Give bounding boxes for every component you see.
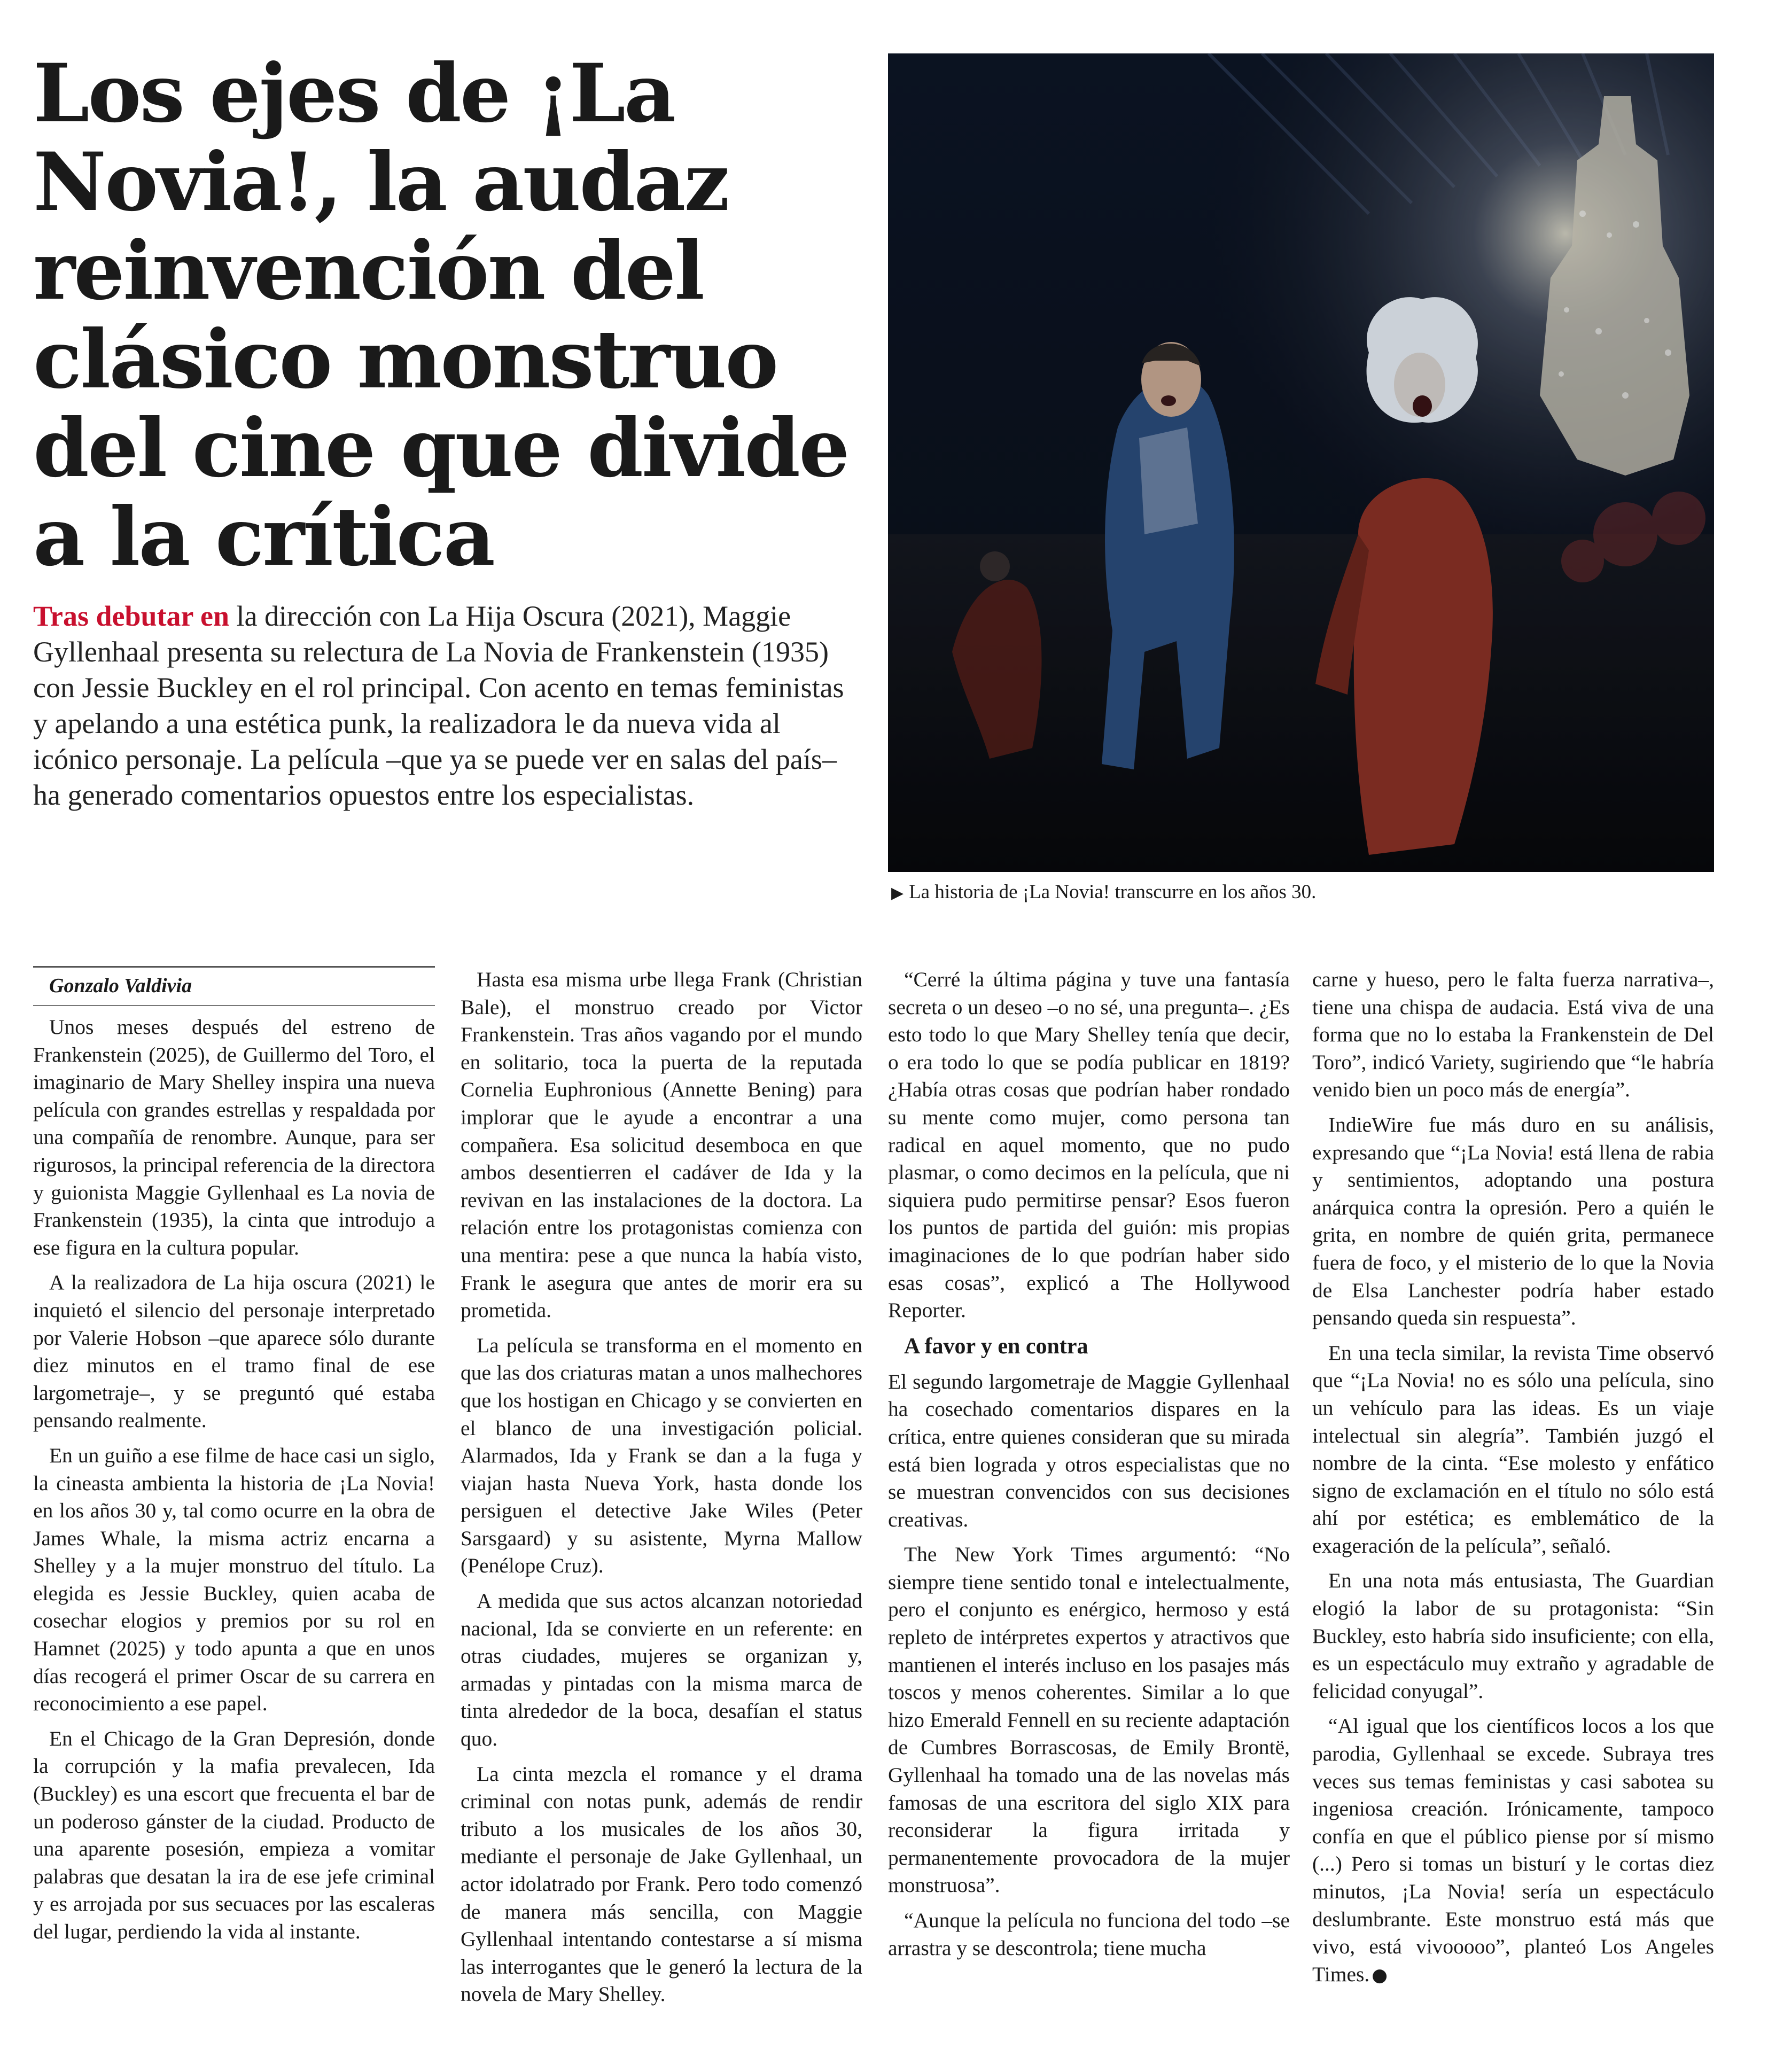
body-paragraph: The New York Times argumentó: “No siempre tiene sentido tonal e intelectualmente, pero el conjunto es enérgico, hermoso y está repleto de intérpretes expertos y atractivos que mantienen el interés incluso en los pasajes más toscos y menos coherentes. Similar a lo que hizo Emerald Fennell en su reciente adaptación de Cumbres Borrascosas, de Emily Brontë, Gyllenhaal ha tomado una de las novelas más famosas de una escritora del siglo XIX para reconsiderar la figura irritada y permanentemente provocadora de la mujer monstruosa”. — [888, 1543, 1290, 1897]
film-still-photo — [888, 53, 1714, 872]
caption-text: La historia de ¡La Novia! transcurre en los años 30. — [909, 881, 1317, 903]
lede-text: la dirección con La Hija Oscura (2021), Maggie Gyllenhaal presenta su relectura de La Novia de Frankenstein (1935) con Jessie Buckley en el rol principal. Con acento en temas feministas y apelando a una estética punk, la realizadora le da nueva vida al icónico personaje. La película –que ya se puede ver en salas del país– ha generado comentarios opuestos entre los especialistas. — [33, 600, 844, 811]
column-4 — [1312, 966, 1714, 1997]
body-paragraph: “Cerré la última página y tuve una fantasía secreta o un deseo –o no sé, una pregunta–. ¿Es esto todo lo que Mary Shelley tenía que decir, o era todo lo que se podía publicar en 1819? ¿Había otras cosas que podrían haber rondado su mente como mujer, como persona tan radical en aquel momento, que no pudo plasmar, o como decimos en la película, que ni siquiera pudo permitirse pensar? Esos fueron los puntos de partida del guión: mis propias imaginaciones de lo que podrían haber sido esas cosas”, explicó a The Hollywood Reporter. — [888, 968, 1290, 1322]
end-mark-icon: ● — [1372, 1964, 1388, 1986]
body-paragraph: carne y hueso, pero le falta fuerza narrativa–, tiene una chispa de audacia. Está viva de una forma que no lo estaba la Frankenstein de Del Toro”, indicó Variety, sugiriendo que “le habría venido bien un poco más de energía”. — [1312, 968, 1714, 1102]
body-paragraph: En el Chicago de la Gran Depresión, donde la corrupción y la mafia prevalecen, Ida (Buckley) es una escort que frecuenta el bar de un poderoso gánster de la ciudad. Producto de una aparente posesión, empieza a vomitar palabras que desatan la ira de ese jefe criminal y es arrojada por sus secuaces por las escaleras del lugar, perdiendo la vida al instante. — [33, 1726, 435, 1943]
column-2-body — [461, 966, 862, 2008]
body-paragraph: En un guiño a ese filme de hace casi un siglo, la cineasta ambienta la historia de ¡La Novia! en los años 30 y, tal como ocurre en la obra de James Whale, la misma actriz encarna a Shelley y a la mujer monstruo del título. La elegida es Jessie Buckley, quien acaba de cosechar elogios y premios por su rol en Hamnet (2025) y todo apunta a que en unos días recogerá el primer Oscar de su carrera en reconocimiento a ese papel. — [33, 1443, 435, 1716]
body-paragraph: “Al igual que los científicos locos a los que parodia, Gyllenhaal se excede. Subraya tres veces sus temas feministas y casi sabotea su ingeniosa creación. Irónicamente, tampoco confía en que el público piense por sí mismo (...) Pero si tomas un bisturí y le cortas diez minutos, ¡La Novia! sería un espectáculo deslumbrante. Este monstruo está más que vivo, está vivooooo”, planteó Los Angeles Times. ● — [1312, 1714, 1714, 1986]
body-paragraph: A medida que sus actos alcanzan notoriedad nacional, Ida se convierte en un referente: en otras ciudades, mujeres se organizan y, armadas y pintadas con la misma marca de tinta alrededor de la boca, desafían el status quo. — [461, 1589, 862, 1751]
body-paragraph: Unos meses después del estreno de Frankenstein (2025), de Guillermo del Toro, el imaginario de Mary Shelley inspira una nueva película con grandes estrellas y respaldada por una compañía de renombre. Aunque, para ser rigurosos, la principal referencia de la directora y guionista Maggie Gyllenhaal es La novia de Frankenstein (1935), la cinta que introdujo a ese figura en la cultura popular. — [33, 1015, 435, 1259]
section-subhead: A favor y en contra — [904, 1334, 1088, 1359]
byline: Gonzalo Valdivia — [33, 973, 435, 1006]
column-3-body-bottom — [888, 1368, 1290, 1962]
body-paragraph: “Aunque la película no funciona del todo –se arrastra y se descontrola; tiene mucha — [888, 1909, 1290, 1960]
body-paragraph: En una nota más entusiasta, The Guardian elogió la labor de su protagonista: “Sin Buckley, esto habría sido insuficiente; con ella, es un espectáculo muy extraño y agradable de felicidad conyugal”. — [1312, 1569, 1714, 1703]
photo-caption — [891, 880, 1714, 906]
body-paragraph: La película se transforma en el momento en que las dos criaturas matan a unos malhechores que los hostigan en Chicago y se convierten en el blanco de una investigación policial. Alarmados, Ida y Frank se dan a la fuga y viajan hasta Nueva York, hasta donde los persiguen el detective Jake Wiles (Peter Sarsgaard) y su asistente, Myrna Mallow (Penélope Cruz). — [461, 1333, 862, 1578]
headline: Los ejes de ¡La Novia!, la audaz reinvención del clásico monstruo del cine que divide a la crítica — [33, 46, 848, 584]
byline-rule — [33, 966, 435, 968]
lede — [33, 598, 856, 813]
lede-kicker: Tras debutar en — [33, 600, 230, 632]
column-4-body — [1312, 966, 1714, 1989]
column-1 — [33, 966, 435, 1953]
triangle-arrow-icon: ▶ — [891, 884, 904, 902]
body-paragraph: En una tecla similar, la revista Time observó que “¡La Novia! no es sólo una película, sino un vehículo para las ideas. Es un viaje intelectual sin alegría”. También juzgó el nombre de la cinta. “Ese molesto y enfático signo de exclamación en el título no sólo está ahí por estética; es emblemático de la exageración de la película”, señaló. — [1312, 1341, 1714, 1557]
body-paragraph: Hasta esa misma urbe llega Frank (Christian Bale), el monstruo creado por Victor Frankenstein. Tras años vagando por el mundo en solitario, toca la puerta de la reputada Cornelia Euphronious (Annette Bening) para implorar que le ayude a encontrar a una compañera. Esa solicitud desemboca en que ambos desentierren el cadáver de Ida y la revivan en las instalaciones de la doctora. La relación entre los protagonistas comienza con una mentira: pese a que nunca la había visto, Frank le asegura que antes de morir era su prometida. — [461, 968, 862, 1322]
column-2 — [461, 966, 862, 2016]
column-3-body-top — [888, 966, 1290, 1325]
body-paragraph: La cinta mezcla el romance y el drama criminal con notas punk, además de rendir tributo a los musicales de los años 30, mediante el personaje de Jake Gyllenhaal, un actor idolatrado por Frank. Pero todo comenzó de manera más sencilla, con Maggie Gyllenhaal intentando contestarse a sí misma las interrogantes que le generó la lectura de la novela de Mary Shelley. — [461, 1762, 862, 2006]
column-1-body — [33, 1014, 435, 1946]
body-paragraph: El segundo largometraje de Maggie Gyllenhaal ha cosechado comentarios dispares en la crítica, entre quienes consideran que su mirada está bien lograda y otros especialistas que no se muestran convencidos con sus decisiones creativas. — [888, 1369, 1290, 1531]
body-paragraph: A la realizadora de La hija oscura (2021) le inquietó el silencio del personaje interpretado por Valerie Hobson –que aparece sólo durante diez minutos en el tramo final de ese largometraje–, y se preguntó qué estaba pensando realmente. — [33, 1271, 435, 1432]
column-3 — [888, 966, 1290, 1969]
body-paragraph: IndieWire fue más duro en su análisis, expresando que “¡La Novia! está llena de rabia y sentimientos, adoptando una postura anárquica contra la opresión. Pero a quién le grita, en nombre de quién grita, permanece fuera de foco, y el misterio de lo que la Novia de Elsa Lanchester podría haber estado pensando queda sin respuesta”. — [1312, 1112, 1714, 1330]
